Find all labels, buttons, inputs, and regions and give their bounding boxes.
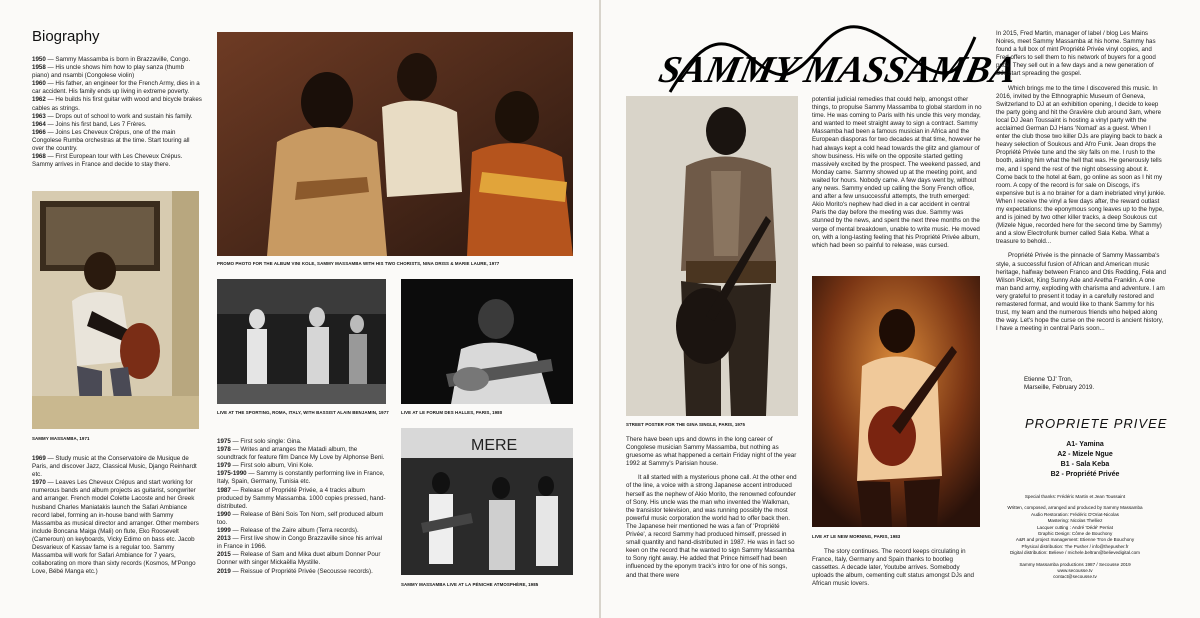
credit-line: Lacquer cutting : André 'Dédé' Perriat (1036, 524, 1114, 530)
signature-place-date: Marseille, February 2019. (1024, 384, 1095, 392)
timeline-entry (217, 438, 387, 446)
timeline-entry (32, 129, 202, 153)
timeline-year: 2015 (217, 551, 231, 559)
track-item: A2 - Mizele Ngue (1057, 451, 1113, 458)
photo-promo-vini-kole (217, 32, 573, 256)
timeline-year: 1970 (32, 479, 46, 487)
timeline-year: 1999 (217, 527, 231, 535)
article-paragraph: In 2015, Fred Martin, manager of label / blog Les Mains Noires, meet Sammy Massamba at his home. Sammy has found a full box of mint Propriété Privée vinyl copies, and Fred offers to sell them to his network of buyers for a good price. They sell out in a few days and a new generation of DJs start spreading the gospel. (996, 30, 1156, 78)
credits-block (985, 494, 1165, 581)
svg-text:SAMMY MASSAMBA: SAMMY MASSAMBA (655, 49, 1021, 91)
timeline-year: 1978 (217, 446, 231, 454)
timeline-entry (217, 487, 387, 511)
signature-name: Etienne 'DJ' Tron, (1024, 376, 1073, 383)
timeline-entry (32, 479, 202, 576)
timeline-entry (32, 153, 202, 169)
timeline-year: 1987 (217, 486, 231, 494)
timeline-entry (32, 96, 202, 112)
timeline-entry (217, 470, 387, 486)
timeline-year: 2013 (217, 535, 231, 543)
caption-poster: STREET POSTER FOR THE GINA SINGLE, PARIS, 1975 (626, 422, 746, 427)
credit-line: Digital distribution: Believe / michele.beltran@believedigital.com (1009, 550, 1141, 556)
timeline-text: — Writes and arranges the Matadi album, the soundtrack for feature film Dance My Love by Alphonse Beni. (217, 446, 385, 462)
svg-text:MERE: MERE (471, 437, 518, 454)
timeline-year: 1962 (32, 96, 46, 104)
caption-newmorning: LIVE AT LE NEW MORNING, PARIS, 1983 (812, 534, 901, 539)
article-column-1 (626, 436, 798, 586)
timeline-text: — First live show in Congo Brazzaville since his arrival in France in 1966. (217, 535, 383, 551)
signature (1024, 376, 1094, 392)
timeline-text: — Sammy Massamba is born in Brazzaville, Congo. (45, 56, 191, 63)
timeline-text: — Release of Bèni Sois Ton Nom, self produced album too. (217, 510, 384, 526)
caption-photo3: LIVE AT THE SPORTING, ROMA, ITALY, WITH BASSIST ALAIN BENJAMIN, 1977 (217, 410, 389, 415)
timeline-year: 1958 (32, 64, 46, 72)
footer-line: www.secousse.tv (1057, 568, 1093, 574)
timeline-text: — His uncle shows him how to play sanza (thumb piano) and nsambi (Congolese violin) (32, 64, 185, 80)
photo-live-new-morning (812, 276, 980, 527)
timeline-entry (32, 56, 202, 64)
timeline-text: — Release of the Zaire album (Terra records). (230, 527, 359, 535)
article-column-2 (812, 96, 982, 250)
credit-line: Graphic Design: Côme de Bouchony (1037, 531, 1113, 537)
timeline-entry (32, 64, 202, 80)
timeline-text: — Reissue of Propriété Privée (Secousse records). (230, 567, 373, 575)
article-paragraph: The story continues. The record keeps circulating in France, Italy, Germany and Spain thanks to bootleg cassettes. A decade later, Youtube arrives. Somebody uploads the album, cementing cult status amongst DJs and African music lovers. (812, 548, 974, 588)
timeline-year: 1975 (217, 438, 231, 445)
timeline-year: 1964 (32, 120, 46, 128)
timeline-entry (32, 80, 202, 96)
article-paragraph: There have been ups and downs in the long career of Congolese musician Sammy Massamba, but nothing as gruesome as what happened a certain Friday night of the year 1992 at Sammy's Parisian house. (626, 436, 797, 468)
article-paragraph: potential judicial remedies that could help, amongst other things, to propulse Sammy Massamba to global stardom in no time. He was coming to Paris with his uncle this very monday, and wanted to meet straight away to sign a contract. Sammy Massamba had been a famous musician in Africa and the European diasporas for two decades at that time, however he had always kept a cold head towards the glitz and glamour of show business. His wife on the opposite started getting massively excited by the prospect. The weekend passed, and Monday came. Sammy showed up at the meeting point, and waited for hours. Nobody came. A few days went by, without any news. Sammy ended up calling the Sony French office, and after a few unsuccessful attempts, the truth emerged: Akio Morito's nephew had died in a car accident in central Paris the day before the meeting was due. Sammy was stunned by the news, and spent the next three months on the verge of mental breakdown, unable to write music. He moved on, with a long-lasting feeling that his Propriété Privée album, which had been so painful to release, was cursed. (812, 96, 982, 249)
album-title: PROPRIETE PRIVEE (1025, 416, 1168, 431)
article-paragraph: Propriété Privée is the pinnacle of Sammy Massamba's style, a successful fusion of African and American music heritage, halfway between Franco and Otis Redding, Fela and Wilson Picket, King Sunny Ade and Aretha Franklin. A one man band army, exploding with charisma and adventure. I am very grateful to present it today in a carefully restored and remastered format, and would like to thank Sammy for his trust, my team and the numerous friends who helped along the way. Let's hope the curse on the record is ancient history, I have a meeting in central Paris soon... (996, 252, 1166, 333)
timeline-entry (217, 462, 387, 470)
timeline-top (32, 56, 202, 169)
timeline-entry (217, 551, 387, 567)
credit-line: Audio Restoration: Frédéric D'Oriat-Nicolas (1031, 511, 1119, 517)
credit-line: Physical distribution: The Pusher / info@thepusher.fr (1021, 543, 1129, 549)
timeline-text: — First solo single: Gina. (230, 438, 302, 445)
timeline-text: — First European tour with Les Cheveux Crépus. Sammy arrives in France and decide to stay there. (32, 153, 183, 169)
caption-photo1: SAMMY MASSAMBA, 1971 (32, 436, 90, 441)
timeline-text: — Release of Propriété Privée, a 4 tracks album produced by Sammy Massamba. 1000 copies pressed, hand-distributed. (217, 486, 386, 510)
timeline-year: 1979 (217, 462, 231, 470)
article-column-2-end (812, 548, 982, 588)
credit-line: Written, composed, arranged and produced by Sammy Massamba (1007, 505, 1143, 511)
timeline-text: — Joins Les Cheveux Crépus, one of the main Congolese Rumba orchestras at the time. Start touring all over the country. (32, 128, 190, 153)
timeline-mid (32, 455, 202, 576)
timeline-text: — Leaves Les Cheveux Crépus and start working for numerous bands and album projects as guitarist, songwriter and arranger. French model Colette Lacoste and her Greek husband Charles Maniatakis launch the Safari Ambiance record label, forming an in-house band with Sammy Massamba as musical director and arranger. Other members include Boncana Maiga (Mali) on flute, Eko Roosevelt (Cameroun) on keyboards, Vicky Edimo on bass etc. Jacob Desvarieux of Kassav fame is a regular too. Sammy Massamba will work for Safari Ambiance for 7 years, collaborating on more than sixty records (Kosmos, M'Pongo Love, Bébé Manga etc.) (32, 479, 199, 576)
photo-live-forum-des-halles (401, 279, 573, 404)
special-thanks: Special thanks: Frédéric Martin et Jean Toussaint (1024, 494, 1126, 499)
timeline-year: 1960 (32, 80, 46, 88)
timeline-entry (32, 121, 202, 129)
timeline-year: 1968 (32, 153, 46, 161)
timeline-text: — Joins his first band, Les 7 Frères. (45, 120, 147, 128)
timeline-entry (32, 113, 202, 121)
credit-line: Mastering: Nicolas Thelliez (1047, 518, 1103, 524)
timeline-text: — Release of Sam and Mika duet album Donner Pour Donner with singer Mickaëlla Mystille. (217, 551, 381, 567)
article-column-3 (996, 30, 1166, 339)
photo-gina-poster (626, 96, 798, 416)
track-item: B2 - Propriété Privée (1050, 471, 1120, 478)
timeline-entry (217, 535, 387, 551)
timeline-text: — Drops out of school to work and sustain his family. (45, 112, 193, 120)
timeline-year: 1963 (32, 112, 46, 120)
article-paragraph: It all started with a mysterious phone call. At the other end of the line, a voice with a strong Japanese accent introduced herself as the nephew of Akio Morito, the renowned cofounder of Sony. His uncle was the man who invented the Walkman, the transistor television, and was running possibly the most powerful music corporation the world had to offer back then. The Japanese heir mentioned he was a fan of 'Propriété Privée', a record Sammy had produced himself, pressed in small quantity and hand-distributed in 1987. He was in fact so keen on the record that he wanted to sign Sammy Massamba to Sony right away. He added that Prince himself had been influenced by the eponym track's intro for one of his songs, and that there were (626, 474, 797, 579)
page-fold (599, 0, 601, 618)
photo-live-peniche (401, 428, 573, 575)
timeline-text: — Study music at the Conservatoire de Musique de Paris, and discover Jazz, Classical Music, Django Reinhardt etc. (32, 455, 197, 479)
article-paragraph: Which brings me to the time I discovered this music. In 2016, invited by the Ethnographic Museum of Geneva, Switzerland to DJ at an exhibition opening, I decide to keep the party going and hit the Gravière club around 3am, where local DJ Jean Toussaint is hosting a vinyl party with the acclaimed German DJ Hans 'Nomad' as a guest. When I enter the club those two killer DJs are playing back to back a heavy selection of Soukous and Afro Funk. Jean drops the Propriété Privée tune and the sky falls on me. I rush to the booth, asking him what the hell that was. He generously tells me, and I spend the rest of the night obsessing about it. Come back to the hotel at 6am, go online as soon as I hit my room. A copy of the record is for sale on Discogs, it's expensive but is a no brainer for a dam inebriated vinyl junkie. When I receive the vinyl a few days after, the reward outlast my expectations: the eponymous song leaves up to the hype, and is joined by two other killer tracks, a deep Soukous cut (Mizele Ngue, recorded here for the second time by Sammy) and a slow Electrofunk burner called Sala Keba. What a treasure to behold... (996, 84, 1166, 246)
timeline-text: — His father, an engineer for the French Army, dies in a car accident. His family ends up living in extreme poverty. (32, 80, 200, 96)
footer-line: contact@secousse.tv (1053, 574, 1097, 580)
timeline-bottom (217, 438, 387, 576)
timeline-year: 1950 (32, 56, 46, 63)
biography-heading: Biography (32, 28, 100, 45)
track-item: B1 - Sala Keba (1060, 461, 1110, 468)
timeline-entry (217, 446, 387, 462)
footer-list (985, 562, 1165, 581)
timeline-text: — First solo album, Vini Kole. (230, 462, 314, 470)
timeline-entry (32, 455, 202, 479)
caption-photo2: PROMO PHOTO FOR THE ALBUM VINI KOLE, SAMMY MASSAMBA WITH HIS TWO CHORISTS, NINA DRISS & MARIE LAURE, 1977 (217, 261, 500, 266)
photo-sammy-1971 (32, 191, 199, 429)
sammy-massamba-logo (655, 22, 1021, 102)
timeline-year: 1966 (32, 128, 46, 136)
timeline-year: 1969 (32, 455, 46, 462)
timeline-text: — He builds his first guitar with wood and bicycle brakes cables as strings. (32, 96, 202, 112)
track-item: A1- Yamina (1066, 441, 1104, 448)
tracklist (1020, 440, 1150, 480)
timeline-entry (217, 511, 387, 527)
caption-photo5: SAMMY MASSAMBA LIVE AT LA PÉNICHE ATMOSPHÈRE, 1985 (401, 582, 539, 587)
credits-list (985, 505, 1165, 556)
timeline-entry (217, 568, 387, 576)
timeline-entry (217, 527, 387, 535)
timeline-year: 1975-1990 (217, 470, 247, 478)
photo-live-sporting (217, 279, 386, 404)
caption-photo4: LIVE AT LE FORUM DES HALLES, PARIS, 1980 (401, 410, 503, 415)
timeline-text: — Sammy is constantly performing live in France, Italy, Spain, Germany, Tunisia etc. (217, 470, 385, 486)
timeline-year: 1990 (217, 510, 231, 518)
credit-line: A&R and project management: Etienne Tron de Bouchony (1015, 537, 1135, 543)
footer-line: Sammy Massamba productions 1987 / Secousse 2019 (1019, 561, 1131, 567)
timeline-year: 2019 (217, 567, 231, 575)
